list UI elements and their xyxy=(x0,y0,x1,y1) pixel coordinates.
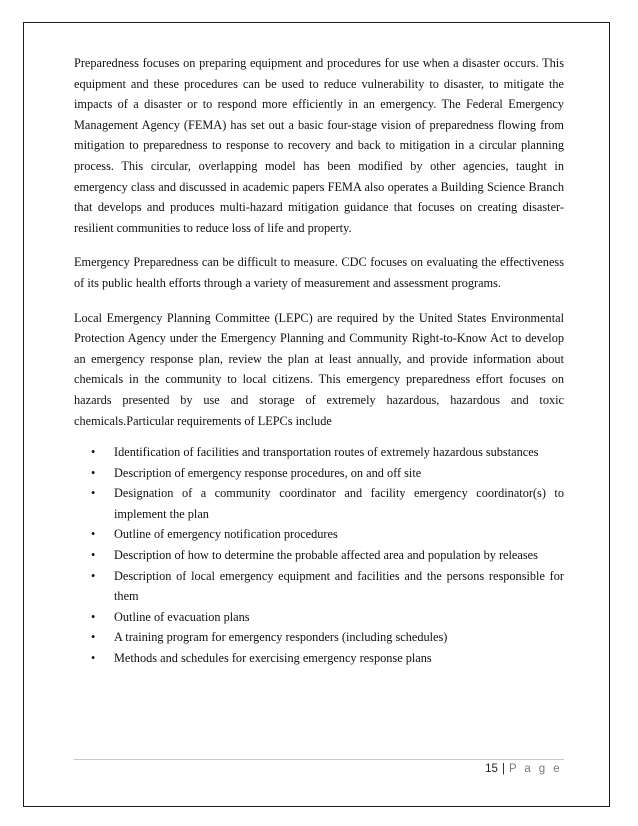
list-item-text: A training program for emergency responders (including schedules) xyxy=(114,630,448,645)
list-item-text: Identification of facilities and transportation routes of extremely hazardous substances xyxy=(114,445,539,460)
bullet-icon: • xyxy=(91,527,96,542)
bullet-icon: • xyxy=(91,445,96,460)
list-item xyxy=(74,607,564,628)
list-item-text: Methods and schedules for exercising emergency response plans xyxy=(114,651,432,666)
bullet-icon: • xyxy=(91,568,96,583)
list-item xyxy=(74,566,564,607)
page-label: P a g e xyxy=(508,763,562,775)
list-item-text: Outline of emergency notification procedures xyxy=(114,527,338,542)
list-item xyxy=(74,627,564,648)
list-item xyxy=(74,483,564,524)
list-item-text: Description of emergency response procedures, on and off site xyxy=(114,465,422,480)
paragraph-measurement: Emergency Preparedness can be difficult to measure. CDC focuses on evaluating the effectiveness of its public health efforts through a variety of measurement and assessment programs. xyxy=(74,255,564,290)
page-number: 15 xyxy=(485,763,498,775)
list-item xyxy=(74,524,564,545)
list-item-text: Description of local emergency equipment and facilities and the persons responsible for them xyxy=(114,568,564,604)
bullet-icon: • xyxy=(91,651,96,666)
document-body xyxy=(74,53,564,669)
list-item xyxy=(74,648,564,669)
list-item xyxy=(74,463,564,484)
list-item xyxy=(74,442,564,463)
list-item-text: Designation of a community coordinator and facility emergency coordinator(s) to implement the plan xyxy=(114,486,564,521)
footer-separator: | xyxy=(501,763,505,775)
bullet-icon: • xyxy=(91,630,96,645)
bullet-icon: • xyxy=(91,548,96,563)
lepc-requirements-list xyxy=(74,442,564,669)
bullet-icon: • xyxy=(91,609,96,624)
page-footer xyxy=(485,763,562,775)
paragraph-preparedness: Preparedness focuses on preparing equipment and procedures for use when a disaster occurs. This equipment and these procedures can be used to reduce vulnerability to disaster, to mitigate the impacts of a disaster or to respond more efficiently in an emergency. The Federal Emergency Management Agency (FEMA) has set out a basic four-stage vision of preparedness flowing from mitigation to preparedness to response to recovery and back to mitigation in a circular planning process. This circular, overlapping model has been modified by other agencies, taught in emergency class and discussed in academic papers FEMA also operates a Building Science Branch that develops and produces multi-hazard mitigation guidance that focuses on creating disaster-resilient communities to reduce loss of life and property. xyxy=(74,56,564,235)
list-item-text: Description of how to determine the probable affected area and population by releases xyxy=(114,548,538,563)
bullet-icon: • xyxy=(91,465,96,480)
list-item-text: Outline of evacuation plans xyxy=(114,609,250,624)
paragraph-lepc: Local Emergency Planning Committee (LEPC) are required by the United States Environmental Protection Agency under the Emergency Planning and Community Right-to-Know Act to develop an emergency response plan, review the plan at least annually, and provide information about chemicals in the community to local citizens. This emergency preparedness effort focuses on hazards presented by use and storage of extremely hazardous, hazardous and toxic chemicals.Particular requirements of LEPCs include xyxy=(74,310,564,428)
bullet-icon: • xyxy=(91,486,96,501)
list-item xyxy=(74,545,564,566)
footer-divider xyxy=(74,759,564,760)
